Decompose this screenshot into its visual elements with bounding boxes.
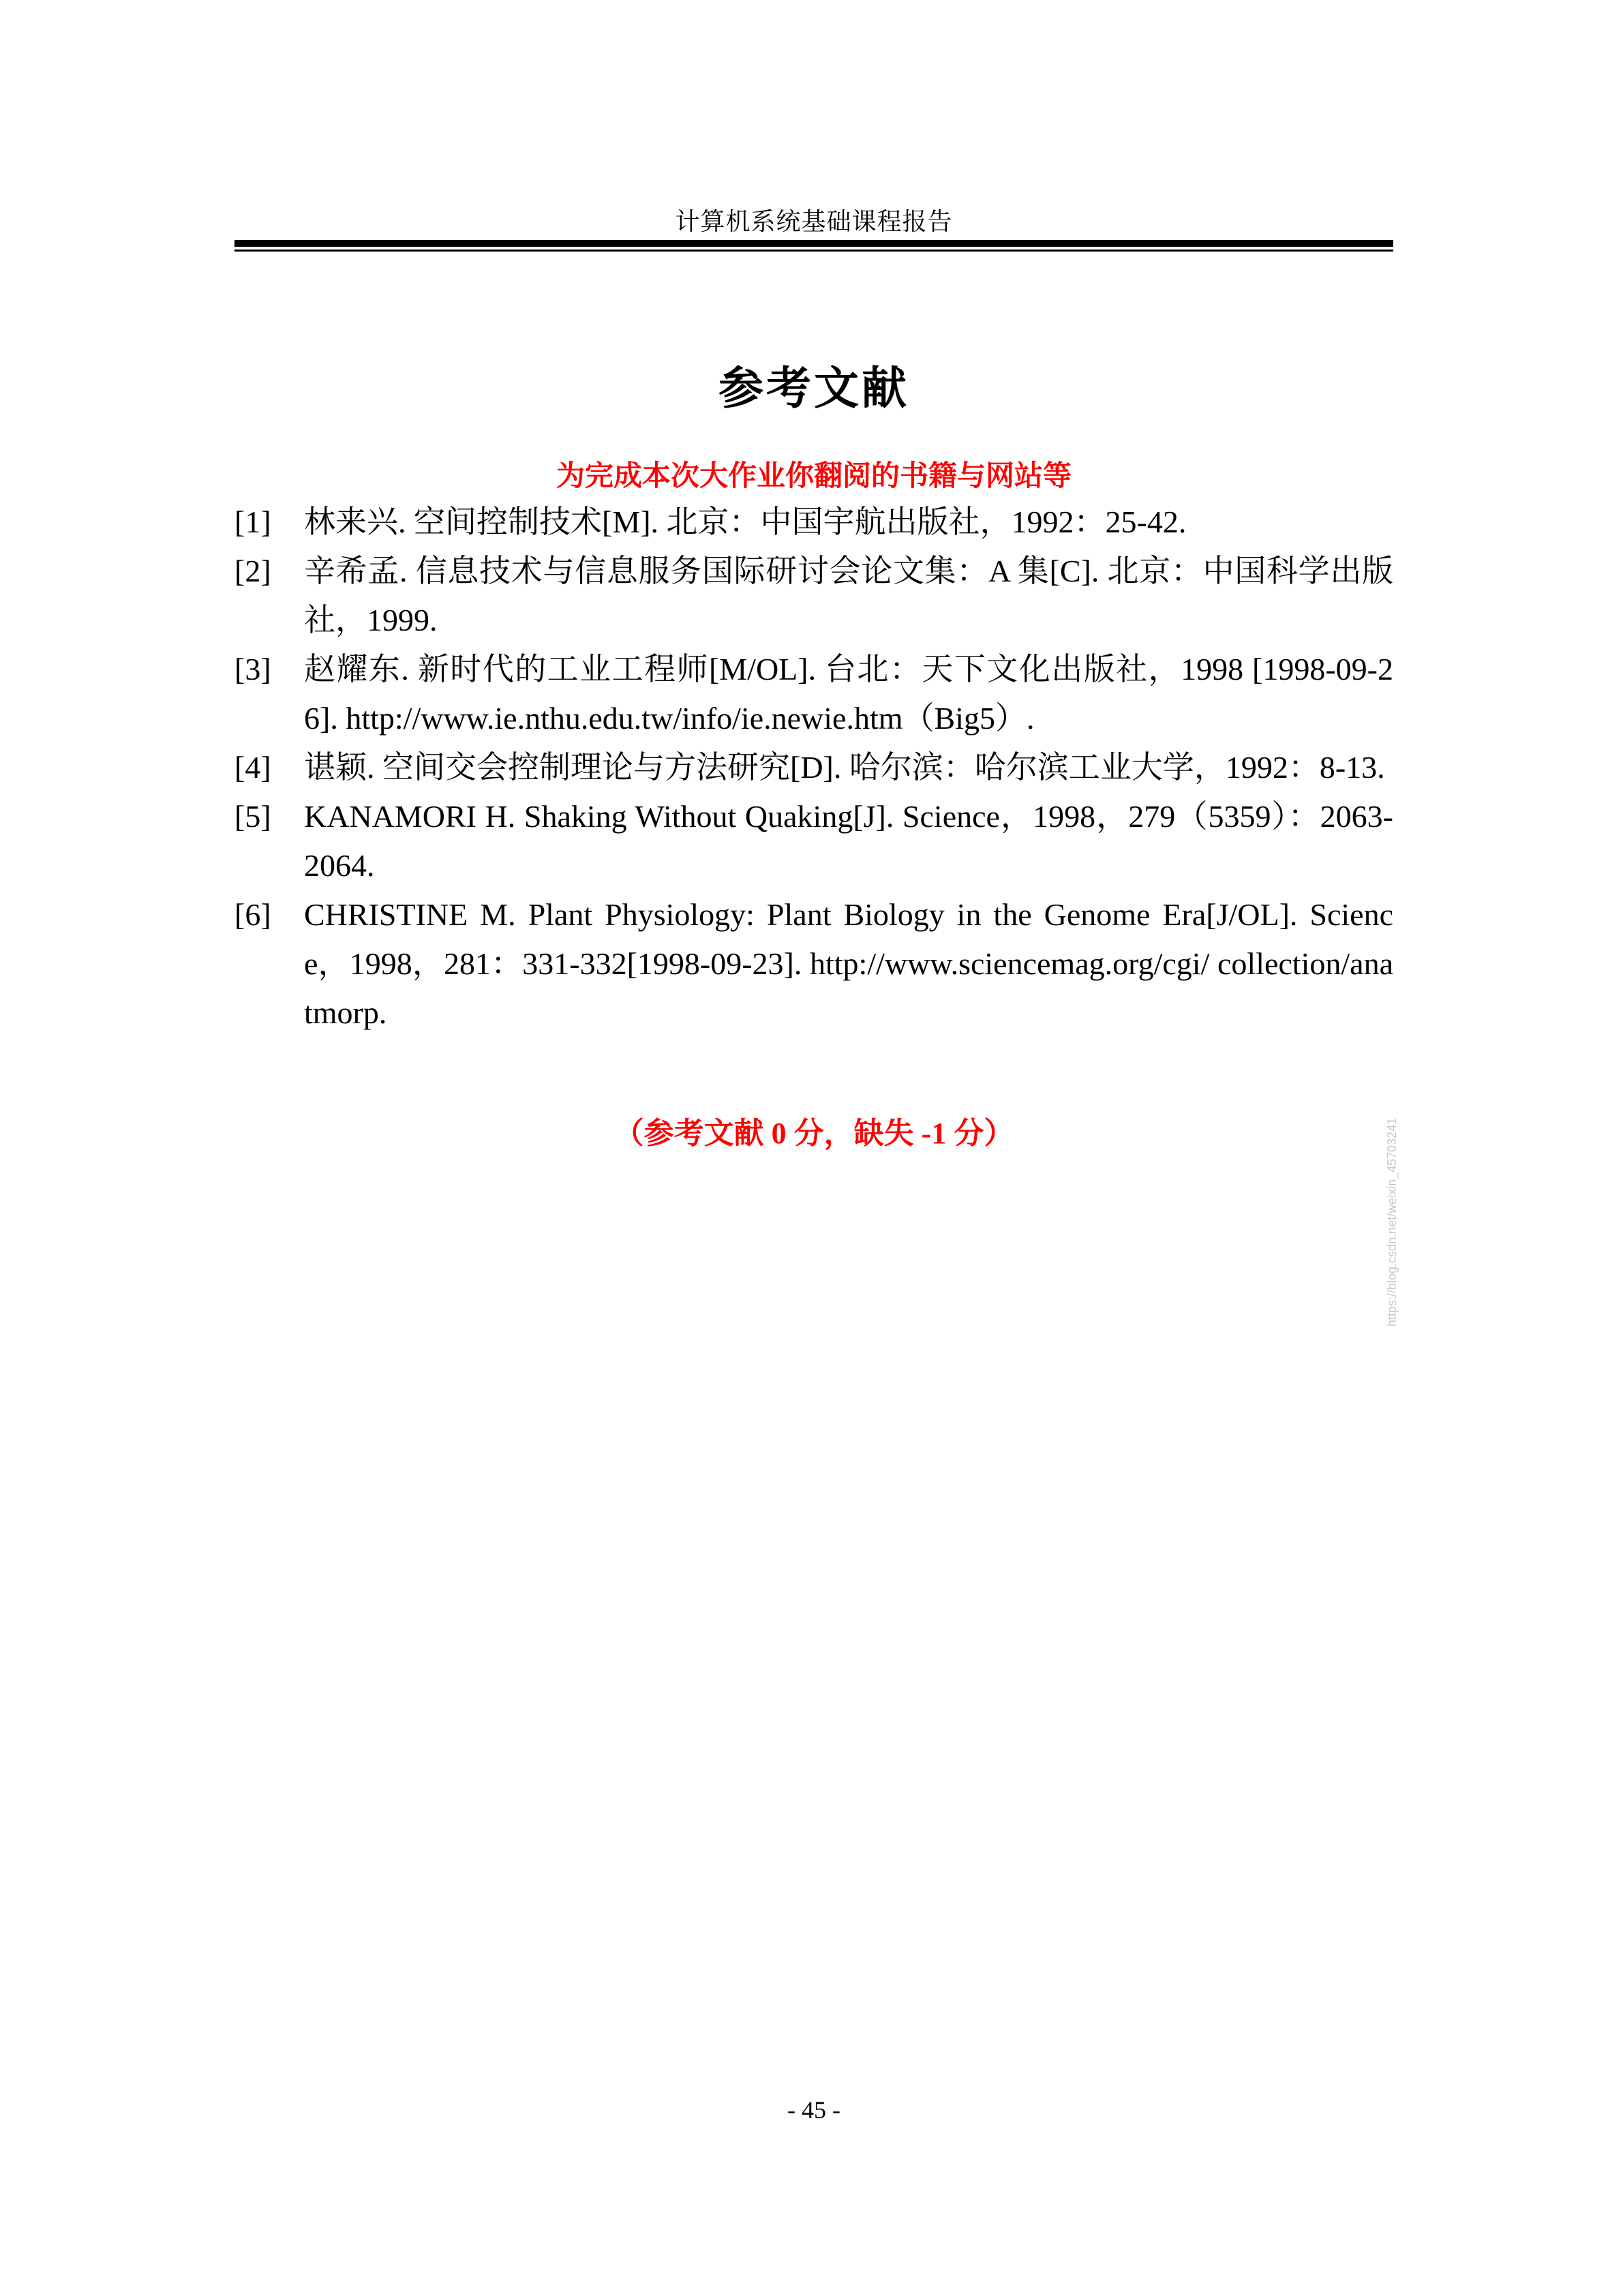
reference-number: [3] <box>234 652 271 686</box>
reference-text: 林来兴. 空间控制技术[M]. 北京：中国宇航出版社，1992：25-42. <box>304 504 1187 539</box>
reference-list <box>234 498 1393 1038</box>
header-rule-thin <box>234 250 1393 252</box>
reference-text: 辛希孟. 信息技术与信息服务国际研讨会论文集：A 集[C]. 北京：中国科学出版社，1999. <box>304 554 1393 637</box>
reference-text: 谌颖. 空间交会控制理论与方法研究[D]. 哈尔滨：哈尔滨工业大学，1992：8-13. <box>304 750 1385 785</box>
header-rule-thick <box>234 240 1393 247</box>
reference-number: [6] <box>234 897 271 932</box>
reference-number: [4] <box>234 750 271 785</box>
reference-text: CHRISTINE M. Plant Physiology: Plant Biology in the Genome Era[J/OL]. Science，1998，281：331-332[1998-09-23]. http://www.sciencemag.org/cgi/ collection/anatmorp. <box>304 897 1393 1030</box>
page-title: 参考文献 <box>718 362 909 414</box>
score-note: （参考文献 0 分，缺失 -1 分） <box>613 1117 1014 1150</box>
reference-text: KANAMORI H. Shaking Without Quaking[J]. Science，1998，279（5359）：2063-2064. <box>304 799 1393 883</box>
reference-number: [5] <box>234 799 271 834</box>
reference-text: 赵耀东. 新时代的工业工程师[M/OL]. 台北：天下文化出版社，1998 [1998-09-26]. http://www.ie.nthu.edu.tw/info/ie.newie.htm（Big5）. <box>304 652 1393 736</box>
reference-item <box>234 498 1393 547</box>
reference-item <box>234 743 1393 792</box>
reference-number: [1] <box>234 504 271 539</box>
page-number: - 45 - <box>787 2096 840 2124</box>
watermark: https://blog.csdn.net/weixin_45703241 <box>1385 1117 1399 1327</box>
reference-item <box>234 645 1393 743</box>
reference-item <box>234 890 1393 1038</box>
running-header: 计算机系统基础课程报告 <box>675 208 953 235</box>
subtitle-note: 为完成本次大作业你翻阅的书籍与网站等 <box>556 459 1072 492</box>
reference-item <box>234 792 1393 890</box>
reference-number: [2] <box>234 554 271 588</box>
reference-item <box>234 547 1393 645</box>
